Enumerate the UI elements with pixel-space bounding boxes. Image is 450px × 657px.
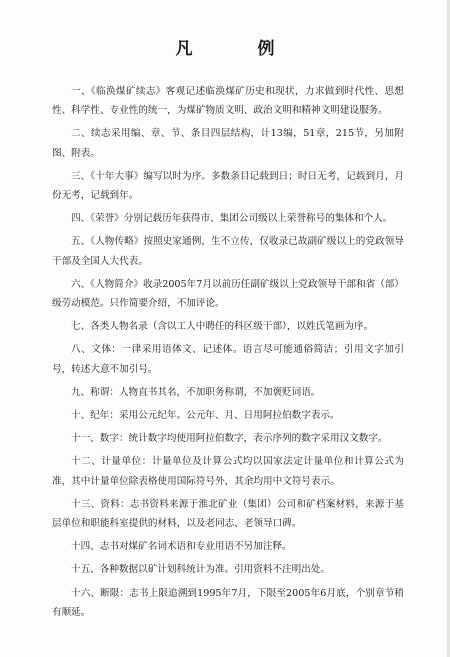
paragraph-8: 八、文体：一律采用语体文、记述体。语言尽可能通俗简洁；引用文字加引号，转述大意不加引号。 — [52, 344, 404, 375]
paragraph-11: 十一、数字：统计数字均使用阿拉伯数字，表示序列的数字采用汉文数字。 — [71, 433, 388, 445]
paragraph-4: 四、《荣誉》分别记载历年获得市、集团公司级以上荣誉称号的集体和个人。 — [71, 213, 393, 225]
paragraph-5: 五、《人物传略》按照史家通例，生不立传，仅收录已故副矿级以上的党政领导干部及全国人大代表。 — [52, 236, 404, 267]
paragraph-3: 三、《十年大事》编写以时为序。多数条目记载到日；时日无考，记载到月，月份无考，记载到年。 — [52, 170, 404, 202]
paragraph-15: 十五、各种数据以矿计划科统计为准。引用资料不注明出处。 — [71, 564, 331, 576]
paragraph-6: 六、《人物简介》收录2005年7月以前历任副矿级以上党政领导干部和省（部）级劳动模范。只作简要介绍，不加评论。 — [52, 278, 404, 310]
paragraph-16: 十六、断限：志书上限追溯到1995年7月，下限至2005年6月底，个别章节稍有顺延。 — [52, 587, 404, 618]
paragraph-9: 九、称谓：人物直书其名，不加职务称谓，不加褒贬词语。 — [71, 386, 321, 398]
paragraph-1: 一、《临涣煤矿续志》客观记述临涣煤矿历史和现状，力求做到时代性、思想性、科学性、专业性的统一，为煤矿物质文明、政治文明和精神文明建设服务。 — [52, 86, 404, 117]
page-title: 凡 例 — [175, 39, 299, 59]
paragraph-14: 十四、志书对煤矿名词术语和专业用语不另加注释。 — [71, 541, 292, 553]
paragraph-13: 十三、资料：志书资料来源于淮北矿业（集团）公司和矿档案材料，来源于基层单位和职能科室提供的材料，以及老同志、老领导口碑。 — [52, 498, 404, 530]
paragraph-7: 七、各类人物名录（含以工人中聘任的科区级干部），以姓氏笔画为序。 — [71, 321, 374, 333]
paragraph-12: 十二、计量单位：计量单位及计算公式均以国家法定计量单位和计算公式为准，其中计量单位除表格使用国际符号外，其余均用中文符号表示。 — [52, 456, 404, 487]
paragraph-10: 十、纪年：采用公元纪年。公元年、月、日用阿拉伯数字表示。 — [71, 410, 340, 422]
paragraph-2: 二、续志采用编、章、节、条目四层结构，计13编，51章，215节，另加附图、附表。 — [52, 128, 404, 159]
document-body — [52, 82, 404, 626]
